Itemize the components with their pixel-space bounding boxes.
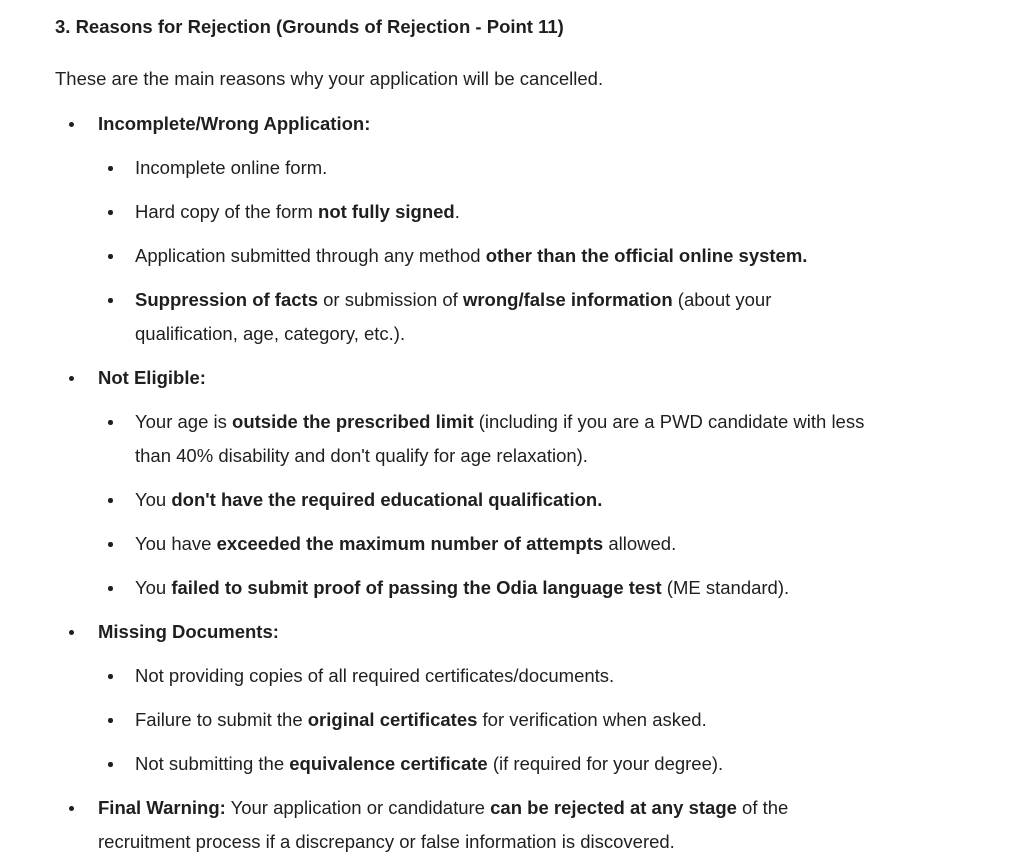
bullet-icon: [108, 166, 113, 171]
bullet-icon: [108, 718, 113, 723]
item-emphasis: don't have the required educational qualification.: [171, 489, 603, 510]
item-emphasis: not fully signed: [318, 201, 455, 222]
item-text: than 40% disability and don't qualify for age relaxation).: [135, 445, 588, 466]
item-emphasis: equivalence certificate: [289, 753, 488, 774]
section-heading: 3. Reasons for Rejection (Grounds of Rejection - Point 11): [55, 16, 564, 37]
item-text: or submission of: [317, 289, 463, 310]
bullet-icon: [69, 806, 74, 811]
item-emphasis: outside the prescribed limit: [232, 411, 474, 432]
item-emphasis: other than the official online system.: [485, 245, 808, 266]
bullet-icon: [108, 498, 113, 503]
bullet-icon: [69, 122, 74, 127]
item-text: Application submitted through any method: [135, 245, 486, 266]
section-label: Incomplete/Wrong Application:: [98, 113, 371, 134]
section-label: Not Eligible:: [98, 367, 206, 388]
item-text: You: [135, 577, 172, 598]
item-text: Incomplete online form.: [135, 157, 328, 178]
bullet-icon: [108, 420, 113, 425]
item-text: (about your: [672, 289, 772, 310]
item-text: (including if you are a PWD candidate with less: [473, 411, 865, 432]
item-text: (ME standard).: [661, 577, 790, 598]
item-text: Not providing copies of all required certificates/documents.: [135, 665, 615, 686]
item-text: .: [454, 201, 460, 222]
item-text: Hard copy of the form: [135, 201, 319, 222]
bullet-icon: [108, 210, 113, 215]
section-label: Final Warning:: [98, 797, 226, 818]
item-emphasis: exceeded the maximum number of attempts: [216, 533, 604, 554]
intro-paragraph: These are the main reasons why your application will be cancelled.: [55, 68, 604, 89]
bullet-icon: [108, 762, 113, 767]
item-text: allowed.: [603, 533, 677, 554]
bullet-icon: [108, 298, 113, 303]
bullet-icon: [108, 674, 113, 679]
item-emphasis: failed to submit proof of passing the Odia language test: [171, 577, 662, 598]
item-text: You have: [135, 533, 217, 554]
item-emphasis: can be rejected at any stage: [490, 797, 737, 818]
item-text: qualification, age, category, etc.).: [135, 323, 406, 344]
bullet-icon: [69, 630, 74, 635]
item-text: (if required for your degree).: [487, 753, 724, 774]
bullet-icon: [108, 542, 113, 547]
item-text: Failure to submit the: [135, 709, 308, 730]
item-emphasis: Suppression of facts: [135, 289, 318, 310]
item-text: Your age is: [135, 411, 233, 432]
bullet-icon: [108, 254, 113, 259]
section-label: Missing Documents:: [98, 621, 279, 642]
item-text: of the: [736, 797, 789, 818]
bullet-icon: [69, 376, 74, 381]
item-emphasis: wrong/false information: [462, 289, 673, 310]
item-emphasis: original certificates: [307, 709, 478, 730]
item-text: Not submitting the: [135, 753, 290, 774]
item-text: Your application or candidature: [225, 797, 491, 818]
bullet-icon: [108, 586, 113, 591]
item-text: You: [135, 489, 172, 510]
item-text: for verification when asked.: [477, 709, 707, 730]
item-text: recruitment process if a discrepancy or false information is discovered.: [98, 831, 675, 852]
